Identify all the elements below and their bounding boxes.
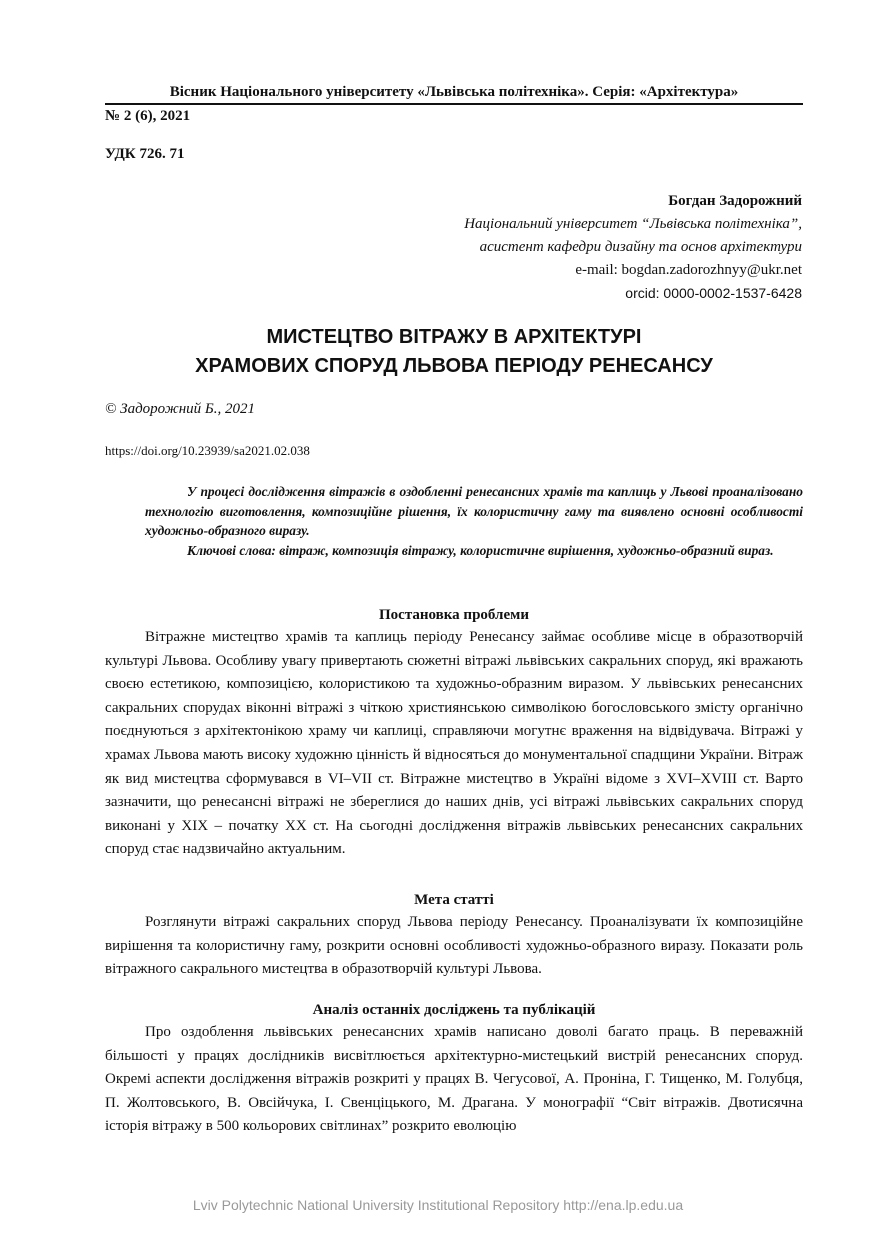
copyright-notice: © Задорожний Б., 2021 <box>105 401 256 417</box>
section-aim <box>105 890 803 982</box>
author-block <box>302 190 802 305</box>
abstract-text: У процесі дослідження вітражів в оздобленні ренесансних храмів та каплиць у Львові проаналізовано технологію виготовлення, композиційне рішення, їх колористичну гаму та виявлено основні особливості художньо-образного виразу. <box>145 484 803 538</box>
section-problem <box>105 605 803 862</box>
journal-title: Вісник Національного університету «Львівська політехніка». Серія: «Архітектура» <box>169 84 739 100</box>
header-rule <box>105 103 803 105</box>
author-affiliation: Національний університет “Львівська політехніка”, <box>464 216 802 232</box>
repository-footer: Lviv Polytechnic National University Institutional Repository http://ena.lp.edu.ua <box>192 1197 684 1213</box>
title-line-1: МИСТЕЦТВО ВІТРАЖУ В АРХІТЕКТУРІ <box>266 326 642 348</box>
author-email[interactable]: e-mail: bogdan.zadorozhnyy@ukr.net <box>575 262 802 278</box>
issue-number: № 2 (6), 2021 <box>105 108 191 124</box>
udc-code: УДК 726. 71 <box>105 146 185 162</box>
section-heading: Постановка проблеми <box>379 607 529 623</box>
abstract <box>145 482 803 560</box>
title-line-2: ХРАМОВИХ СПОРУД ЛЬВОВА ПЕРІОДУ РЕНЕСАНСУ <box>195 355 713 377</box>
section-text: Вітражне мистецтво храмів та каплиць періоду Ренесансу займає особливе місце в образотворчій культурі Львова. Особливу увагу привертають сюжетні вітражі львівських сакральних споруд, які вражають своєю естетикою, композицією, колористикою та художньо-образним виразом. У львівських ренесансних сакральних спорудах віконні вітражі з чіткою християнською символікою богословського змісту органічно поєднуються з архітектонікою храму чи каплиці, справляючи могутнє враження на відвідувача. Вітражі у храмах Львова мають високу художню цінність й відносяться до монументальної спадщини України. Вітраж як вид мистецтва сформувався в VI–VII ст. Вітражне мистецтво в Україні відоме з XVI–XVIII ст. Варто зазначити, що ренесансні вітражі не збереглися до наших днів, усі вітражі львівських сакральних споруд виконані у XIX – початку XX ст. На сьогодні дослідження вітражів львівських ренесансних сакральних споруд стає надзвичайно актуальним. <box>105 629 803 858</box>
section-heading: Мета статті <box>414 892 494 908</box>
doi-link[interactable]: https://doi.org/10.23939/sa2021.02.038 <box>105 443 310 458</box>
article-title <box>105 323 803 381</box>
author-name: Богдан Задорожний <box>668 193 802 209</box>
section-text: Про оздоблення львівських ренесансних храмів написано доволі багато праць. В переважній більшості у працях дослідників висвітлюється архітектурно-мистецький вистрій ренесансних споруд. Окремі аспекти дослідження вітражів розкриті у працях В. Чегусової, А. Проніна, Г. Тищенко, М. Голубця, П. Жолтовського, В. Овсійчука, І. Свенціцького, М. Драгана. У монографії “Світ вітражів. Двотисячна історія вітражу в 500 кольорових світлинах” розкрито еволюцію <box>105 1024 803 1135</box>
section-heading: Аналіз останніх досліджень та публікацій <box>312 1002 596 1018</box>
author-position: асистент кафедри дизайну та основ архітектури <box>479 239 802 255</box>
keywords: Ключові слова: вітраж, композиція вітражу, колористичне вирішення, художньо-образний вираз. <box>187 542 774 558</box>
section-literature <box>105 1000 803 1139</box>
author-orcid[interactable]: orcid: 0000-0002-1537-6428 <box>625 285 802 301</box>
section-text: Розглянути вітражі сакральних споруд Львова періоду Ренесансу. Проаналізувати їх композиційне вирішення та колористичну гаму, розкрити основні особливості художньо-образного виразу. Показати роль вітражного сакрального мистецтва в образотворчій культурі Львова. <box>105 914 803 978</box>
